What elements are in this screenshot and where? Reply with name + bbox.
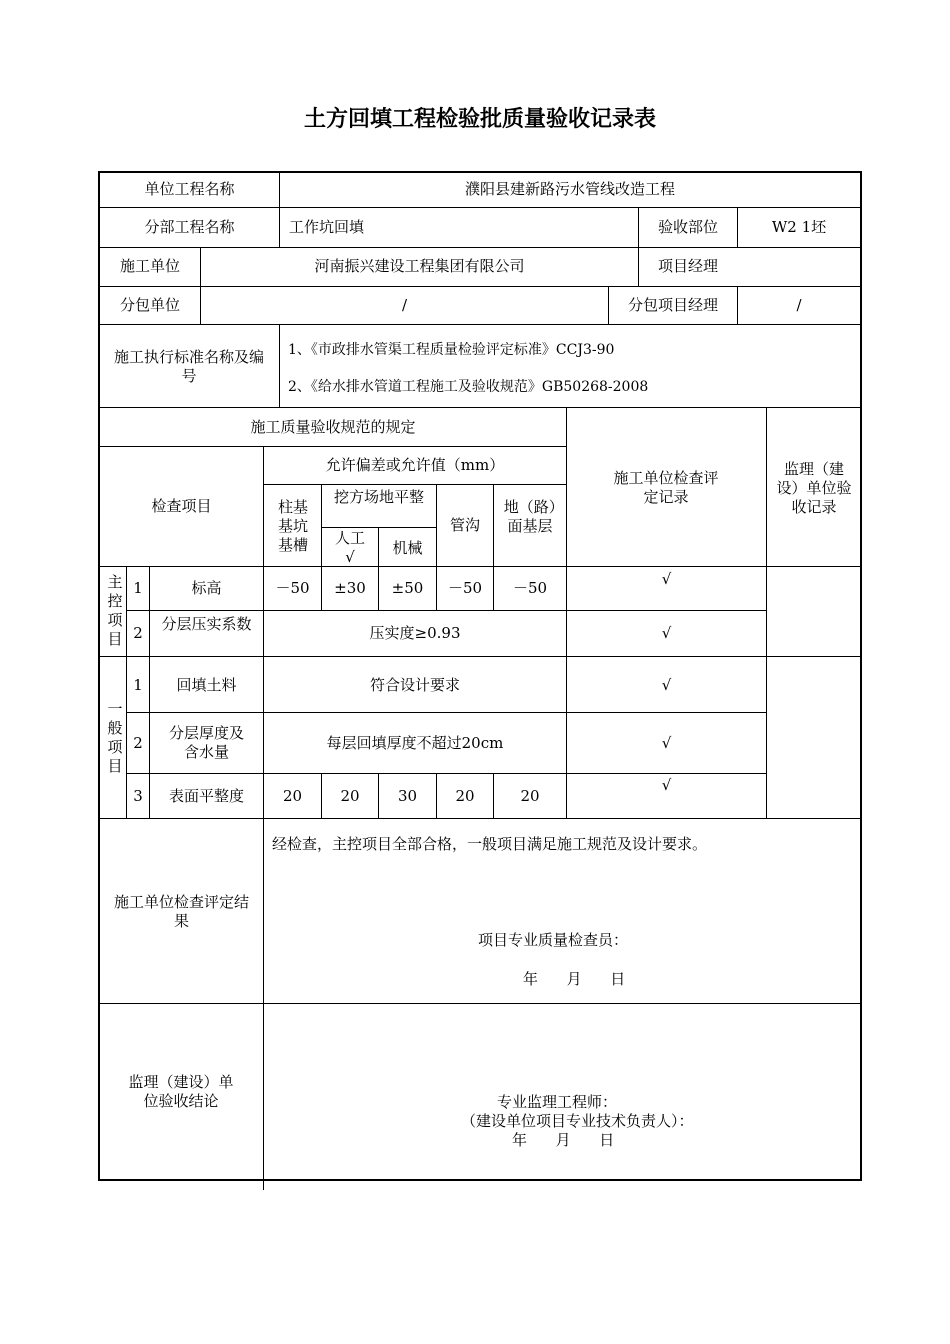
general-row-3-record: √: [661, 776, 672, 794]
row-line: [98, 207, 862, 208]
supervision-check-header: 监理（建设）单位验收记录: [776, 460, 852, 516]
supervision-owner-tech: （建设单位项目专业技术负责人）：: [461, 1112, 694, 1130]
row-line: [126, 610, 766, 611]
general-row-3-val-4: 20: [455, 787, 475, 805]
row-line: [98, 286, 862, 287]
main-items-group-label: 主控项目: [107, 573, 123, 648]
sub-manager-value: /: [796, 296, 802, 314]
unit-project-value: 濮阳县建新路污水管线改造工程: [464, 180, 675, 198]
regulation-header: 施工质量验收规范的规定: [250, 418, 416, 436]
main-row-2-no: 2: [133, 624, 143, 642]
general-row-3-name: 表面平整度: [168, 787, 244, 805]
col-line: [566, 407, 567, 819]
standard-item-2: 2、《给水排水管道工程施工及验收规范》GB50268-2008: [288, 379, 649, 395]
table-border-left: [98, 171, 100, 1181]
standard-item-1: 1、《市政排水管渠工程质量检验评定标准》CCJ3-90: [288, 342, 615, 358]
row-line: [98, 247, 862, 248]
main-row-2-merged: 压实度≥0.93: [369, 624, 461, 642]
general-row-2-record: √: [661, 734, 672, 752]
general-row-2-merged: 每层回填厚度不超过20cm: [326, 734, 504, 752]
col-trench-header: 管沟: [449, 516, 480, 534]
general-row-3-val-1: 20: [282, 787, 303, 805]
general-row-1-name: 回填土料: [176, 676, 237, 694]
subcontractor-value: /: [401, 296, 408, 314]
general-row-2-name: 分层厚度及含水量: [168, 724, 244, 761]
construction-unit-value: 河南振兴建设工程集团有限公司: [314, 257, 525, 275]
construction-result-label: 施工单位检查评定结果: [113, 893, 249, 930]
general-row-3-val-5: 20: [520, 787, 540, 805]
row-line: [98, 407, 862, 408]
main-row-2-record: √: [661, 624, 672, 642]
construction-unit-label: 施工单位: [119, 257, 180, 275]
acceptance-part-label: 验收部位: [657, 218, 718, 236]
col-machine-header: 机械: [392, 539, 423, 557]
sub-project-value: 工作坑回填: [289, 218, 365, 236]
main-row-1-name: 标高: [191, 579, 222, 597]
col-line: [279, 324, 280, 407]
table-border-top: [98, 171, 862, 173]
main-row-1-record: √: [661, 570, 672, 588]
construction-inspector: 项目专业质量检查员：: [478, 931, 629, 949]
project-manager-label: 项目经理: [657, 257, 718, 275]
main-row-1-val-3: ±50: [391, 579, 424, 597]
col-road-header: 地（路）面基层: [503, 498, 557, 535]
general-row-3-val-3: 30: [397, 787, 418, 805]
general-row-1-no: 1: [133, 676, 143, 694]
row-line: [98, 656, 862, 657]
general-row-3-no: 3: [133, 787, 143, 805]
page-title: 土方回填工程检验批质量验收记录表: [303, 107, 656, 132]
col-pit-header: 柱基基坑基槽: [277, 498, 308, 554]
supervision-engineer: 专业监理工程师：: [497, 1093, 618, 1111]
general-row-3-val-2: 20: [340, 787, 360, 805]
row-line: [98, 566, 862, 567]
supervision-date: 年 月 日: [512, 1131, 615, 1149]
general-items-group-label: 一般项目: [107, 700, 123, 775]
main-row-1-val-1: －50: [275, 579, 310, 597]
supervision-result-label: 监理（建设）单位验收结论: [128, 1073, 234, 1110]
row-line: [98, 324, 862, 325]
construction-result-text: 经检查，主控项目全部合格，一般项目满足施工规范及设计要求。: [272, 835, 708, 853]
allowable-header: 允许偏差或允许值（mm）: [325, 456, 505, 474]
table-border-right: [860, 171, 862, 1181]
row-line: [263, 484, 566, 485]
row-line: [126, 712, 766, 713]
unit-project-label: 单位工程名称: [144, 180, 235, 198]
sub-project-label: 分部工程名称: [144, 218, 235, 236]
main-row-2-name: 分层压实系数: [161, 615, 252, 633]
table-border-bottom: [98, 1179, 862, 1181]
construction-date: 年 月 日: [523, 970, 626, 988]
row-line: [98, 446, 566, 447]
sub-manager-label: 分包项目经理: [627, 296, 718, 314]
construction-check-header: 施工单位检查评定记录: [613, 469, 719, 506]
col-excavation-header: 挖方场地平整: [333, 488, 424, 506]
row-line: [98, 1003, 862, 1004]
row-line: [98, 818, 862, 819]
main-row-1-no: 1: [133, 579, 143, 597]
row-line: [126, 773, 766, 774]
col-line: [766, 407, 767, 819]
general-row-1-merged: 符合设计要求: [369, 676, 460, 694]
check-item-header: 检查项目: [151, 497, 212, 515]
main-row-1-val-2: ±30: [334, 579, 366, 597]
subcontractor-label: 分包单位: [119, 296, 180, 314]
main-row-1-val-5: －50: [512, 579, 548, 597]
acceptance-part-value: W2 1坯: [771, 218, 827, 236]
standard-label: 施工执行标准名称及编号: [113, 348, 264, 385]
general-row-2-no: 2: [133, 734, 143, 752]
general-row-1-record: √: [661, 676, 672, 694]
main-row-1-val-4: －50: [447, 579, 483, 597]
col-manual-header: 人工√: [334, 529, 365, 566]
